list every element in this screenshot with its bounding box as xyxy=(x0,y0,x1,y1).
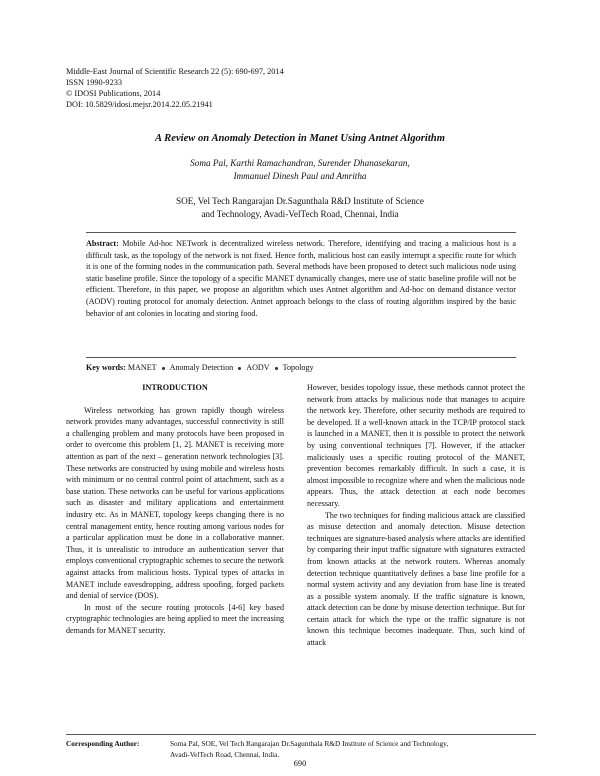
footer-rule xyxy=(66,734,536,735)
issn: ISSN 1990-9233 xyxy=(66,77,123,87)
copyright: © IDOSI Publications, 2014 xyxy=(66,88,161,98)
corresponding-author-line-1: Soma Pal, SOE, Vel Tech Rangarajan Dr.Sagunthala R&D Institute of Science and Technology, xyxy=(170,739,449,748)
corresponding-author-label: Corresponding Author: xyxy=(66,739,140,748)
left-column xyxy=(66,382,284,636)
keyword: Topology xyxy=(282,363,314,372)
affiliation-line-1: SOE, Vel Tech Rangarajan Dr.Sagunthala R&D Institute of Science xyxy=(175,196,425,206)
abstract-text: Mobile Ad-hoc NETwork is decentralized wireless network. Therefore, identifying and tracing a malicious host is a difficult task, as the topology of the network is not fixed. Hence forth, malicious host can easily interrupt a specific route for which it is one of the forming nodes in the communication path. Several methods have been proposed to detect such malicious node using static baseline profile. Since the topology of a specific MANET dynamically changes, mere use of static baseline profile will not be efficient. Therefore, in this paper, we propose an algorithm which uses Antnet algorithm and Ad-hoc on demand distance vector (AODV) routing protocol for anomaly detection. Antnet approach belongs to the class of routing algorithm inspired by the basic behavior of ant colonies in locating and storing food. xyxy=(86,239,516,318)
keywords xyxy=(86,363,516,372)
abstract xyxy=(86,238,516,319)
abstract-label: Abstract: xyxy=(86,239,119,248)
affiliation xyxy=(0,195,600,220)
abstract-top-rule xyxy=(86,232,516,233)
journal-citation: Middle-East Journal of Scientific Research 22 (5): 690-697, 2014 xyxy=(66,67,284,76)
paragraph: In most of the secure routing protocols [4-6] key based cryptographic technologies are being applied to meet the increasing demands for MANET security. xyxy=(66,602,284,635)
keywords-label: Key words: xyxy=(86,363,126,372)
paragraph: Wireless networking has grown rapidly though wireless network provides many advantages, successful connectivity is still a challenging problem and many protocols have been proposed in order to overcome this problem [1, 2]. MANET is receiving more attention as part of the next – generation network technologies [3]. These networks are constructed by using mobile and wireless hosts with minimum or no central control point of attachment, such as a base station. These networks can be useful for various applications such as disaster and military applications and entertainment industry etc. As in MANET, topology keeps changing there is no central management entity, hence routing among various nodes for a particular application must be done in a collaborative manner. Thus, it is unrealistic to introduce an authentication server that employs conventional cryptographic schemes to secure the network against attacks from malicious hosts. Typical types of attacks in MANET include eavesdropping, address spoofing, forged packets and denial of service (DOS). xyxy=(66,405,284,601)
authors-line-1: Soma Pal, Karthi Ramachandran, Surender Dhanasekaran, xyxy=(190,158,410,168)
keyword: AODV xyxy=(246,363,270,372)
author-list xyxy=(0,157,600,182)
keyword: Anomaly Detection xyxy=(169,363,234,372)
paragraph: The two techniques for finding malicious attack are classified as misuse detection and anomaly detection. Misuse detection techniques are signature-based analysis where attacks are identified by comparing their input traffic signature with signatures extracted from known attacks at the network routers. Whereas anomaly detection technique quantitatively defines a base line profile for a normal system activity and any deviation from base line is treated as a possible system anomaly. If the traffic signature is known, attack detection can be done by misuse detection technique. But for certain attack for which the type or the traffic signature is not known this technique becomes inadequate. Thus, such kind of attack xyxy=(307,510,525,648)
section-heading: INTRODUCTION xyxy=(142,383,208,392)
keyword: MANET xyxy=(127,363,157,372)
authors-line-2: Immanuel Dinesh Paul and Amritha xyxy=(233,170,367,181)
keyword-separator-icon xyxy=(238,367,241,370)
keyword-separator-icon xyxy=(275,367,278,370)
abstract-bottom-rule xyxy=(86,357,516,358)
paper-title: A Review on Anomaly Detection in Manet Using Antnet Algorithm xyxy=(155,133,445,144)
page-number: 690 xyxy=(293,759,307,768)
paragraph: However, besides topology issue, these methods cannot protect the network from attacks by malicious node that manages to acquire the network key. Therefore, other security methods are required to be developed. If a well-known attack in the TCP/IP protocol stack is launched in a MANET, then it is possible to protect the network by using conventional techniques [7]. However, if the attacker maliciously uses a specific routing protocol of the MANET, prevention becomes remarkably difficult. In such a case, it is almost impossible to recognize where and when the malicious node appears. Thus, the attack detection at each node becomes necessary. xyxy=(307,383,525,508)
journal-metadata xyxy=(66,67,284,111)
corresponding-author xyxy=(66,739,448,760)
doi: DOI: 10.5829/idosi.mejsr.2014.22.05.21941 xyxy=(66,99,213,109)
affiliation-line-2: and Technology, Avadi-VelTech Road, Chennai, India xyxy=(201,208,399,219)
right-column xyxy=(307,382,525,649)
keyword-separator-icon xyxy=(162,367,165,370)
corresponding-author-line-2: Avadi-VelTech Road, Chennai, India. xyxy=(170,749,280,759)
